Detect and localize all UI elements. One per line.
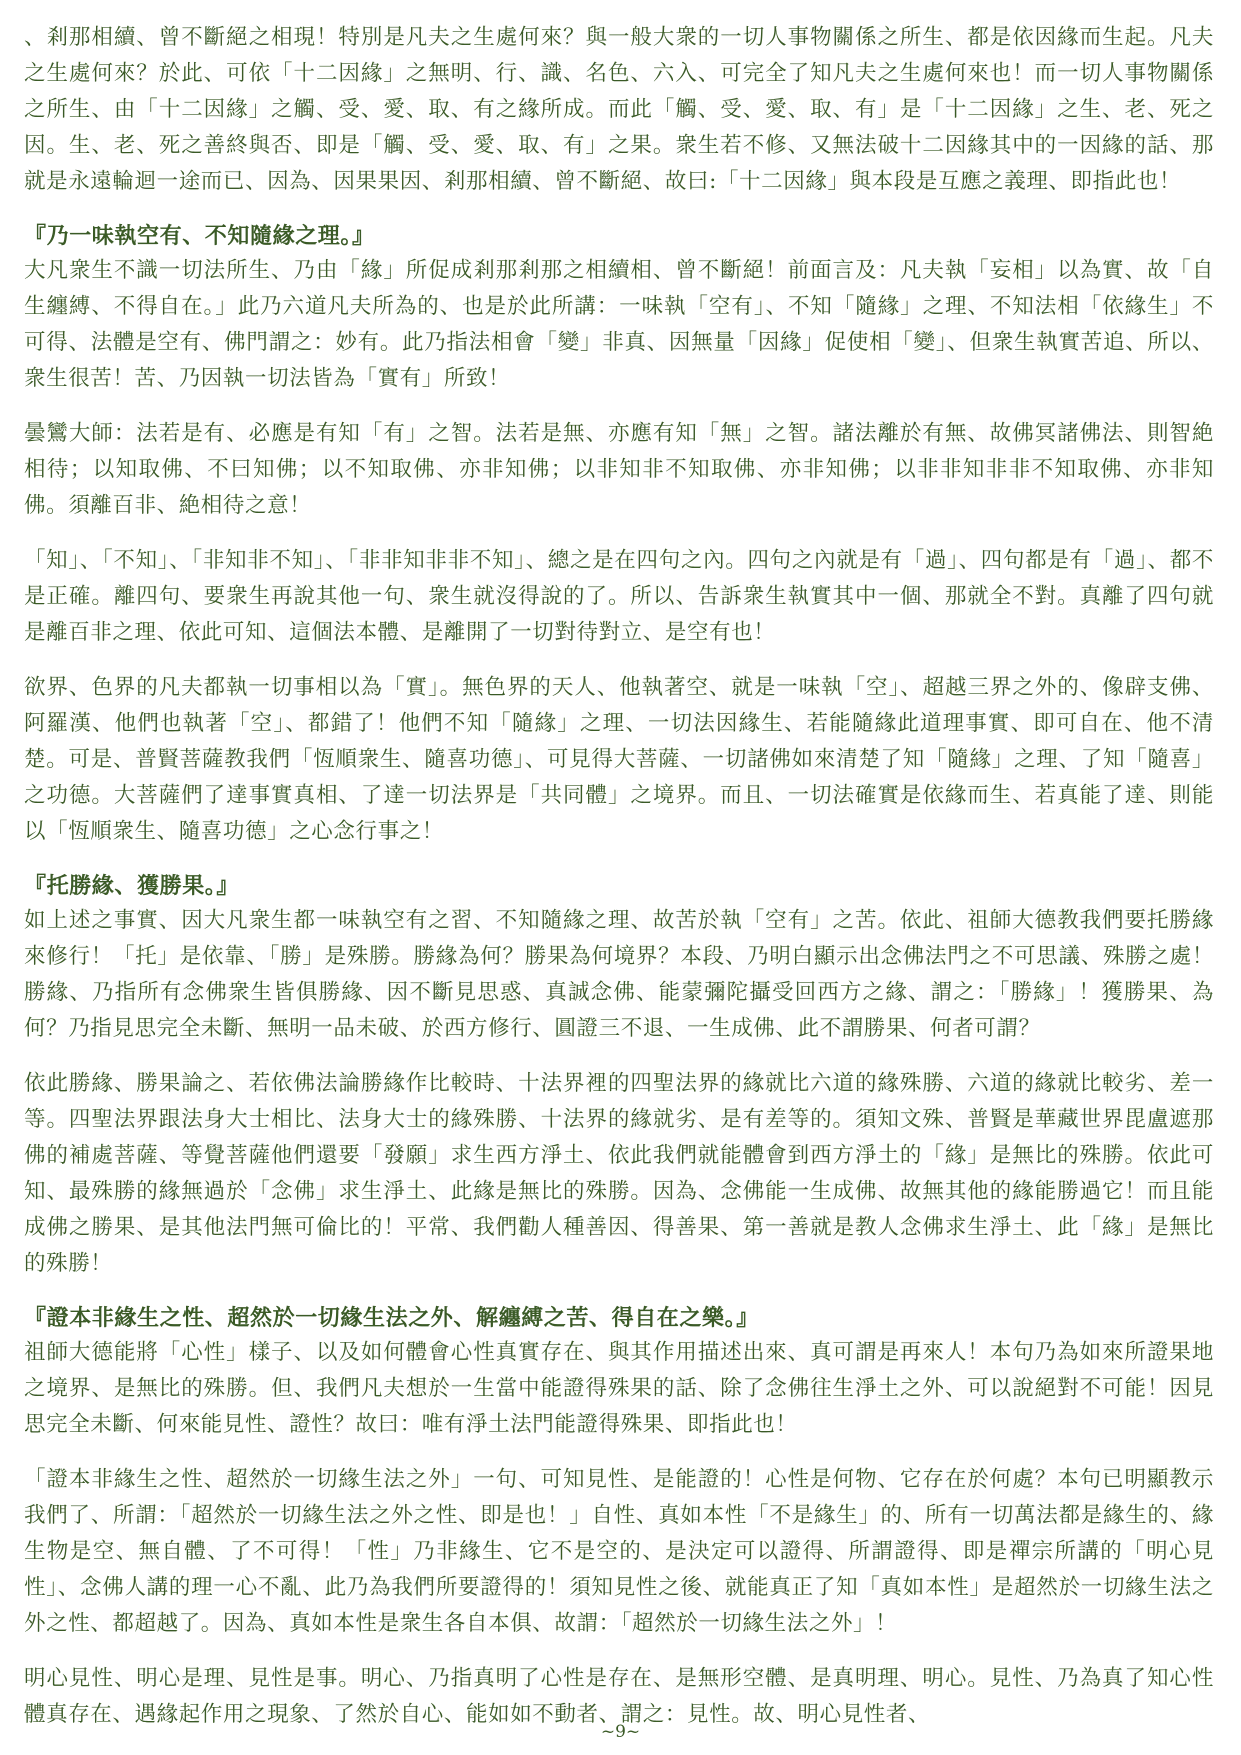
page-number: ~9~ bbox=[600, 1722, 641, 1742]
paragraph: 依此勝緣、勝果論之、若依佛法論勝緣作比較時、十法界裡的四聖法界的緣就比六道的緣殊勝、六道的緣就比較劣、差一等。四聖法界跟法身大士相比、法身大士的緣殊勝、十法界的緣就劣、是有差等的。須知文殊、普賢是華藏世界毘盧遮那佛的補處菩薩、等覺菩薩他們還要「發願」求生西方淨土、依此我們就能體會到西方淨土的「緣」是無比的殊勝。依此可知、最殊勝的緣無過於「念佛」求生淨土、此緣是無比的殊勝。因為、念佛能一生成佛、故無其他的緣能勝過它！而且能成佛之勝果、是其他法門無可倫比的！平常、我們勸人種善因、得善果、第一善就是教人念佛求生淨土、此「緣」是無比的殊勝！ bbox=[24, 1071, 1214, 1276]
paragraph: 「證本非緣生之性、超然於一切緣生法之外」一句、可知見性、是能證的！心性是何物、它存在於何處？本句已明顯教示我們了、所謂：「超然於一切緣生法之外之性、即是也！」自性、真如本性「不是緣生」的、所有一切萬法都是緣生的、緣生物是空、無自體、了不可得！「性」乃非緣生、它不是空的、是決定可以證得、所謂證得、即是禪宗所講的「明心見性」、念佛人講的理一心不亂、此乃為我們所要證得的！須知見性之後、就能真正了知「真如本性」是超然於一切緣生法之外之性、都超越了。因為、真如本性是衆生各自本俱、故謂：「超然於一切緣生法之外」！ bbox=[24, 1467, 1214, 1636]
paragraph: 「知」、「不知」、「非知非不知」、「非非知非非不知」、總之是在四句之內。四句之內就是有「過」、四句都是有「過」、都不是正確。離四句、要衆生再說其他一句、衆生就沒得說的了。所以、告訴衆生執實其中一個、那就全不對。真離了四句就是離百非之理、依此可知、這個法本體、是離開了一切對待對立、是空有也！ bbox=[24, 548, 1214, 645]
paragraph: 大凡衆生不識一切法所生、乃由「緣」所促成剎那剎那之相續相、曾不斷絕！前面言及：凡夫執「妄相」以為實、故「自生纏縛、不得自在。」此乃六道凡夫所為的、也是於此所講：一味執「空有」、不知「隨緣」之理、不知法相「依緣生」不可得、法體是空有、佛門謂之：妙有。此乃指法相會「變」非真、因無量「因緣」促使相「變」、但衆生執實苦追、所以、衆生很苦！苦、乃因執一切法皆為「實有」所致！ bbox=[24, 258, 1214, 391]
paragraph: 祖師大德能將「心性」樣子、以及如何體會心性真實存在、與其作用描述出來、真可謂是再來人！本句乃為如來所證果地之境界、是無比的殊勝。但、我們凡夫想於一生當中能證得殊果的話、除了念佛往生淨土之外、可以說絕對不可能！因見思完全未斷、何來能見性、證性？故曰：唯有淨土法門能證得殊果、即指此也！ bbox=[24, 1340, 1214, 1437]
paragraph: 如上述之事實、因大凡衆生都一味執空有之習、不知隨緣之理、故苦於執「空有」之苦。依此、祖師大德教我們要托勝緣來修行！「托」是依靠、「勝」是殊勝。勝緣為何？勝果為何境界？本段、乃明白顯示出念佛法門之不可思議、殊勝之處！勝緣、乃指所有念佛衆生皆俱勝緣、因不斷見思惑、真誠念佛、能蒙彌陀攝受回西方之緣、謂之：「勝緣」！獲勝果、為何？乃指見思完全未斷、無明一品未破、於西方修行、圓證三不退、一生成佛、此不謂勝果、何者可謂？ bbox=[24, 908, 1214, 1041]
section-heading: 『托勝緣、獲勝果。』 bbox=[24, 873, 240, 899]
paragraph: 欲界、色界的凡夫都執一切事相以為「實」。無色界的天人、他執著空、就是一味執「空」、超越三界之外的、像辟支佛、阿羅漢、他們也執著「空」、都錯了！他們不知「隨緣」之理、一切法因緣生、若能隨緣此道理事實、即可自在、他不清楚。可是、普賢菩薩教我們「恆順衆生、隨喜功德」、可見得大菩薩、一切諸佛如來清楚了知「隨緣」之理、了知「隨喜」之功德。大菩薩們了達事實真相、了達一切法界是「共同體」之境界。而且、一切法確實是依緣而生、若真能了達、則能以「恆順衆生、隨喜功德」之心念行事之！ bbox=[24, 675, 1214, 844]
section-heading: 『證本非緣生之性、超然於一切緣生法之外、解纏縛之苦、得自在之樂。』 bbox=[24, 1305, 759, 1331]
section-heading: 『乃一味執空有、不知隨緣之理。』 bbox=[24, 223, 375, 249]
document-body bbox=[24, 20, 1214, 1752]
paragraph: 、剎那相續、曾不斷絕之相現！特別是凡夫之生處何來？與一般大衆的一切人事物關係之所生、都是依因緣而生起。凡夫之生處何來？於此、可依「十二因緣」之無明、行、識、名色、六入、可完全了知凡夫之生處何來也！而一切人事物關係之所生、由「十二因緣」之觸、受、愛、取、有之緣所成。而此「觸、受、愛、取、有」是「十二因緣」之生、老、死之因。生、老、死之善終與否、即是「觸、受、愛、取、有」之果。衆生若不修、又無法破十二因緣其中的一因緣的話、那就是永遠輪迴一途而已、因為、因果果因、剎那相續、曾不斷絕、故曰:「十二因緣」與本段是互應之義理、即指此也！ bbox=[24, 25, 1214, 194]
paragraph: 曇鸞大師：法若是有、必應是有知「有」之智。法若是無、亦應有知「無」之智。諸法離於有無、故佛冥諸佛法、則智絶相待；以知取佛、不曰知佛；以不知取佛、亦非知佛；以非知非不知取佛、亦非知佛；以非非知非非不知取佛、亦非知佛。須離百非、絶相待之意！ bbox=[24, 421, 1214, 518]
paragraph: 明心見性、明心是理、見性是事。明心、乃指真明了心性是存在、是無形空體、是真明理、明心。見性、乃為真了知心性體真存在、遇緣起作用之現象、了然於自心、能如如不動者、謂之：見性。故、明心見性者、 bbox=[24, 1666, 1214, 1727]
